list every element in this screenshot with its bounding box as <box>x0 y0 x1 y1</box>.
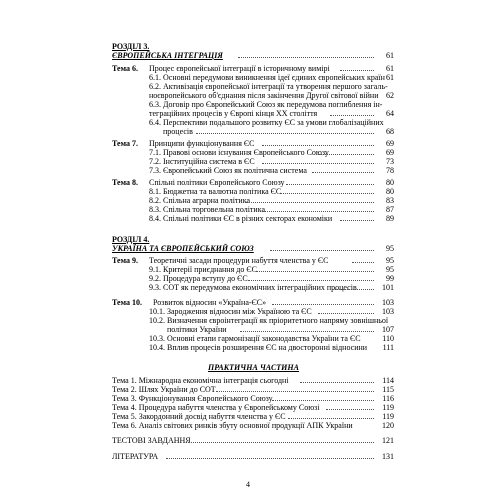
toc-text: 7.2. Інституційна система в ЄС <box>149 157 255 166</box>
tests-page: 121 <box>382 436 394 445</box>
toc-page: 101 <box>382 283 394 292</box>
practical-item: Тема 6. Аналіз світових ринків збуту основної продукції АПК України <box>112 421 353 430</box>
toc-page: 69 <box>386 148 394 157</box>
practical-item: Тема 4. Процедура набуття членства у Європейському Союзі <box>112 403 320 412</box>
leader-dots <box>240 331 374 332</box>
toc-text: процесів <box>163 127 193 136</box>
leader-dots <box>288 418 374 419</box>
toc-page: 103 <box>382 298 394 307</box>
practical-page: 116 <box>382 394 394 403</box>
toc-text: Розвиток відносин «Україна-ЄС» <box>153 298 267 307</box>
toc-page: 89 <box>386 214 394 223</box>
toc-page: 73 <box>386 157 394 166</box>
leader-dots <box>318 313 374 314</box>
leader-dots <box>340 70 374 71</box>
practical-heading: ПРАКТИЧНА ЧАСТИНА <box>208 363 299 372</box>
toc-page: 64 <box>386 109 394 118</box>
section-4-page: 95 <box>386 244 394 253</box>
toc-text: 8.3. Спільна торговельна політика <box>149 205 266 214</box>
practical-item: Тема 5. Закордонний досвід набуття членства у ЄС <box>112 412 286 421</box>
toc-page: 87 <box>386 205 394 214</box>
toc-text: 10.1. Зародження відносин між Україною та ЄС <box>149 307 312 316</box>
practical-page: 119 <box>382 412 394 421</box>
toc-label: Тема 6. <box>112 64 138 73</box>
toc-page: 80 <box>386 178 394 187</box>
toc-text: Принципи функціонування ЄС <box>149 139 255 148</box>
toc-page: 103 <box>382 307 394 316</box>
toc-text: Спільні політики Європейського Союзу <box>149 178 285 187</box>
leader-dots <box>312 172 374 173</box>
leader-dots <box>286 184 374 185</box>
section-4-subtitle: УКРАЇНА ТА ЄВРОПЕЙСЬКИЙ СОЮЗ <box>112 244 254 253</box>
toc-page: 95 <box>386 265 394 274</box>
leader-dots <box>248 280 374 281</box>
toc-text: 8.1. Бюджетна та валютна політика ЄС <box>149 187 282 196</box>
practical-item: Тема 3. Функціонування Європейського Союзу <box>112 394 273 403</box>
leader-dots <box>256 271 374 272</box>
toc-page: 61 <box>386 64 394 73</box>
section-3-subtitle: ЄВРОПЕЙСЬКА ІНТЕГРАЦІЯ <box>112 51 223 60</box>
practical-page: 115 <box>382 385 394 394</box>
toc-text: 8.2. Спільна аграрна політика <box>149 196 251 205</box>
leader-dots <box>262 163 374 164</box>
leader-dots <box>262 211 374 212</box>
toc-text: ноєвропейського об'єднання після закінчення Другої світової війни <box>149 91 379 100</box>
toc-text: 6.1. Основні передумови виникнення ідеї єдиних європейських країн <box>149 73 385 82</box>
literature-page: 131 <box>382 452 394 461</box>
toc-page: 111 <box>382 343 394 352</box>
leader-dots <box>166 458 374 459</box>
toc-text: Процес європейської інтеграції в історичному вимірі <box>149 64 330 73</box>
leader-dots <box>332 289 374 290</box>
toc-page: 62 <box>386 91 394 100</box>
toc-text: 8.4. Спільні політики ЄС в різних секторах економіки <box>149 214 333 223</box>
toc-page: 107 <box>382 325 394 334</box>
leader-dots <box>318 154 374 155</box>
toc-label: Тема 7. <box>112 139 138 148</box>
leader-dots <box>262 145 374 146</box>
practical-page: 120 <box>382 421 394 430</box>
toc-text: 7.1. Правові основи існування Європейського Союзу <box>149 148 329 157</box>
leader-dots <box>188 442 374 443</box>
toc-page: 78 <box>386 166 394 175</box>
toc-page: 68 <box>386 127 394 136</box>
page-number: 4 <box>246 480 250 489</box>
toc-page: 83 <box>386 196 394 205</box>
leader-dots <box>280 193 374 194</box>
toc-text: 10.2. Визначення євроінтеграції як пріоритетного напряму зовнішньої <box>149 316 389 325</box>
toc-page: 99 <box>386 274 394 283</box>
toc-page: 69 <box>386 139 394 148</box>
toc-text: 10.4. Вплив процесів розширення ЄС на двосторонні відносини <box>149 343 368 352</box>
leader-dots <box>340 220 374 221</box>
leader-dots <box>270 250 374 251</box>
toc-text: 9.3. СОТ як передумова економічних інтеграційних процесів <box>149 283 357 292</box>
literature-title: ЛІТЕРАТУРА <box>112 452 159 461</box>
toc-text: Теоретичні засади процедури набуття членства у ЄС <box>149 256 329 265</box>
toc-label: Тема 9. <box>112 256 138 265</box>
leader-dots <box>216 391 374 392</box>
leader-dots <box>196 133 374 134</box>
toc-page: 110 <box>382 334 394 343</box>
leader-dots <box>300 382 374 383</box>
toc-text: 6.2. Активізація європейської інтеграції та утворення першого загаль- <box>149 82 388 91</box>
toc-label: Тема 10. <box>112 298 142 307</box>
toc-text: теграційних процесів у Європі кінця ХХ століття <box>149 109 318 118</box>
toc-label: Тема 8. <box>112 178 138 187</box>
section-3-page: 61 <box>386 51 394 60</box>
toc-text: 10.3. Основні етапи гармонізації законодавства України та ЄС <box>149 334 361 343</box>
toc-text: 9.2. Процедура вступу до ЄС <box>149 274 248 283</box>
leader-dots <box>246 202 374 203</box>
leader-dots <box>272 400 374 401</box>
leader-dots <box>352 262 374 263</box>
toc-text: 6.3. Договір про Європейський Союз як передумова поглиблення ін- <box>149 100 383 109</box>
toc-page: 61 <box>386 73 394 82</box>
toc-text: 9.1. Критерії приєднання до ЄС <box>149 265 257 274</box>
toc-text: 7.3. Європейський Союз як політична система <box>149 166 307 175</box>
toc-text: політики України <box>167 325 227 334</box>
practical-item: Тема 1. Міжнародна економічна інтеграція сьогодні <box>112 376 289 385</box>
toc-text: 6.4. Перспективи подальшого розвитку ЄС за умови глобалізаційних <box>149 118 384 127</box>
tests-title: ТЕСТОВІ ЗАВДАННЯ <box>112 436 191 445</box>
leader-dots <box>326 409 374 410</box>
leader-dots <box>330 115 374 116</box>
toc-page: 80 <box>386 187 394 196</box>
leader-dots <box>238 57 374 58</box>
practical-page: 114 <box>382 376 394 385</box>
practical-item: Тема 2. Шлях України до СОТ <box>112 385 216 394</box>
section-4-title: РОЗДІЛ 4. <box>112 235 150 244</box>
leader-dots <box>272 304 374 305</box>
section-3-title: РОЗДІЛ 3. <box>112 42 150 51</box>
toc-page: 95 <box>386 256 394 265</box>
practical-page: 119 <box>382 403 394 412</box>
